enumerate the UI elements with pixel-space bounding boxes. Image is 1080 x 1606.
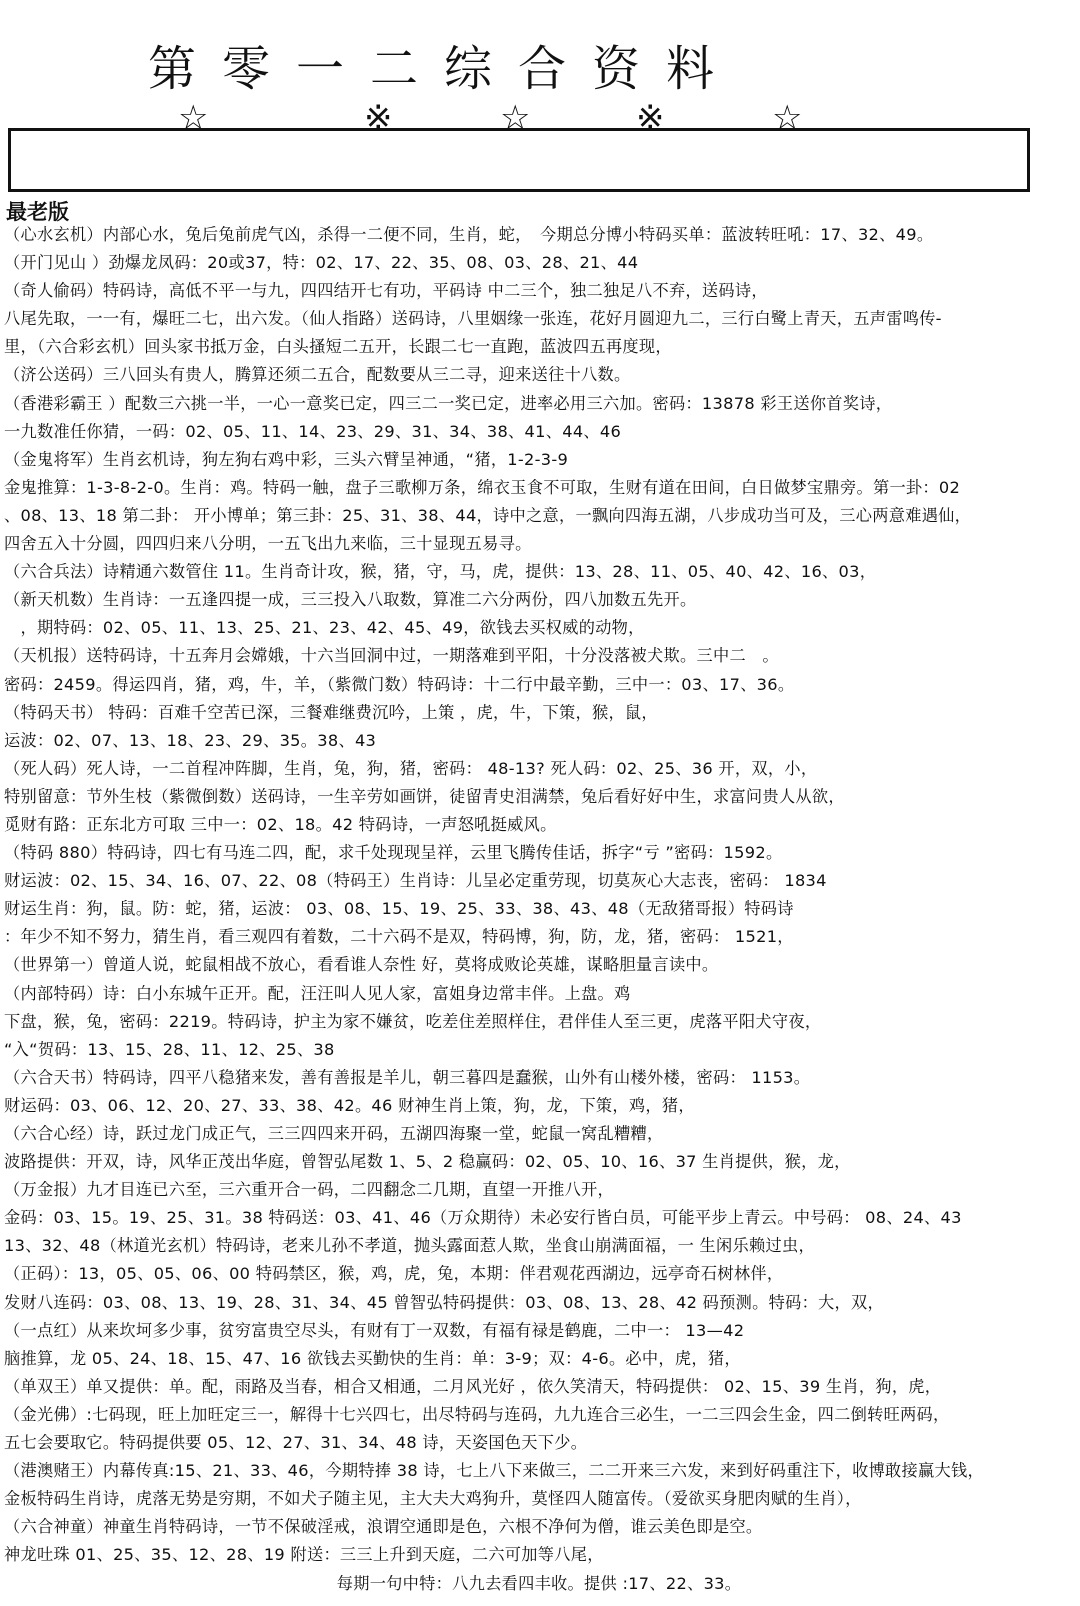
asterism-icon: ※ <box>636 98 665 138</box>
text-line: （济公送码）三八回头有贵人，腾算还须二五合，配数要从三二寻，迎来送往十八数。 <box>4 365 631 385</box>
text-line: （六合天书）特码诗，四平八稳猪来发，善有善报是羊儿，朝三暮四是蠢猴，山外有山楼外楼，密码： 1153。 <box>4 1067 811 1087</box>
text-line: 、08、13、18 第二卦： 开小博单；第三卦：25、31、38、44，诗中之意，一飘向四海五湖，八步成功当可及，三心两意难遇仙， <box>4 505 972 525</box>
text-line: 财运波：02、15、34、16、07、22、08（特码王）生肖诗：儿呈必定重劳现，切莫灰心大志丧，密码： 1834 <box>4 871 827 891</box>
text-line: （开门见山 ）劲爆龙凤码：20或37，特：02、17、22、35、08、03、28、21、44 <box>4 253 639 273</box>
text-line: （新天机数）生肖诗：一五逢四提一成，三三投入八取数，算准二六分两份，四八加数五先开。 <box>4 590 697 610</box>
text-line: 神龙吐珠 01、25、35、12、28、19 附送：三三上升到天庭，二六可加等八尾， <box>4 1545 604 1565</box>
text-line: （港澳赌王）内幕传真:15、21、33、46，今期特捧 38 诗，七上八下来做三，二二开来三六发，来到好码重注下，收博敢接赢大钱， <box>4 1461 984 1481</box>
text-line: 四舍五入十分圆，四四归来八分明，一五飞出九来临，三十显现五易寻。 <box>4 534 532 554</box>
text-line: （特码 880）特码诗，四七有马连二四，配，求千处现现呈祥，云里飞腾传佳话，拆字“亏 ”密码：1592。 <box>4 843 783 863</box>
star-icon: ☆ <box>500 98 531 138</box>
star-icon: ☆ <box>772 98 803 138</box>
text-line: 财运生肖：狗，鼠。防：蛇，猪，运波： 03、08、15、19、25、33、38、43、48（无敌猪哥报）特码诗 <box>4 899 794 919</box>
text-line: 觅财有路：正东北方可取 三中一：02、18。42 特码诗，一声怒吼挺威风。 <box>4 814 557 834</box>
text-line: （金光佛）:七码现，旺上加旺定三一，解得十七兴四七，出尽特码与连码，九九连合三必生，一二三四会生金，四二倒转旺两码， <box>4 1404 950 1424</box>
text-line: 五七会要取它。特码提供要 05、12、27、31、34、48 诗，天姿国色天下少。 <box>4 1433 588 1453</box>
text-line: 密码：2459。得运四肖，猪，鸡，牛，羊，（紫微门数）特码诗：十二行中最辛勤，三中一：03、17、36。 <box>4 674 795 694</box>
text-line: （死人码）死人诗，一二首程冲阵脚，生肖，兔，狗，猪，密码： 48-13? 死人码：02、25、36 开，双，小， <box>4 758 818 778</box>
text-line: ：年少不知不努力，猜生肖，看三观四有着数，二十六码不是双，特码博，狗，防，龙，猪，密码： 1521， <box>4 927 794 947</box>
text-line: 每期一句中特：八九去看四丰收。提供 :17、22、33。 <box>336 1573 742 1593</box>
text-line: （六合兵法）诗精通六数管住 11。生肖奇计攻，猴，猪，守，马，虎，提供：13、28、11、05、40、42、16、03， <box>4 562 877 582</box>
text-line: 财运码：03、06、12、20、27、33、38、42。46 财神生肖上策，狗，龙，下策，鸡，猪， <box>4 1095 695 1115</box>
text-line: ，期特码：02、05、11、13、25、21、23、42、45、49，欲钱去买权威的动物， <box>4 618 645 638</box>
text-line: 金板特码生肖诗，虎落无势是穷期，不如犬子随主见，主大夫大鸡狗升，莫怪四人随富传。（爱欲买身肥肉赋的生肖）， <box>4 1489 862 1509</box>
text-line: （内部特码）诗：白小东城午正开。配，汪汪叫人见人家，富姐身边常丰伴。上盘。鸡 <box>4 983 631 1003</box>
text-line: （奇人偷码）特码诗，高低不平一与九，四四结开七有功，平码诗 中二三个，独二独足八不弃，送码诗， <box>4 281 768 301</box>
text-line: （金鬼将军）生肖玄机诗，狗左狗右鸡中彩，三头六臂呈神通，“猪，1-2-3-9 <box>4 449 569 469</box>
text-line: 波路提供：开双，诗，风华正茂出华庭，曾智弘尾数 1、5、2 稳赢码：02、05、10、16、37 生肖提供，猴，龙， <box>4 1152 851 1172</box>
text-line: 13、32、48（林道光玄机）特码诗，老来儿孙不孝道，抛头露面惹人欺，坐食山崩满面福，一 生闲乐赖过虫， <box>4 1236 815 1256</box>
text-line: 金码：03、15。19、25、31。38 特码送：03、41、46（万众期待）未必安行皆白员，可能平步上青云。中号码： 08、24、43 <box>4 1208 962 1228</box>
text-line: 脑推算，龙 05、24、18、15、47、16 欲钱去买勤快的生肖：单：3-9；双：4-6。必中，虎，猪， <box>4 1348 741 1368</box>
text-line: （一点红）从来坎坷多少事，贫穷富贵空尽头，有财有丁一双数，有福有禄是鹤鹿，二中一： 13—42 <box>4 1320 745 1340</box>
text-line: （六合心经）诗，跃过龙门成正气，三三四四来开码，五湖四海聚一堂，蛇鼠一窝乱糟糟， <box>4 1124 664 1143</box>
text-line: （特码天书） 特码：百难千空苦已深，三餐难继费沉吟，上策 ，虎，牛，下策，猴，鼠， <box>4 702 658 722</box>
text-line: （正码）：13，05、05、06、00 特码禁区，猴，鸡，虎，兔，本期：伴君观花西湖边，远亭奇石树林伴， <box>4 1264 784 1284</box>
asterism-icon: ※ <box>364 98 393 138</box>
banner-box <box>8 128 1030 192</box>
text-line: “入“贺码：13、15、28、11、12、25、38 <box>4 1039 335 1059</box>
text-line: （六合神童）神童生肖特码诗，一节不保破淫戒，浪谓空通即是色，六根不净何为僧，谁云美色即是空。 <box>4 1517 763 1537</box>
text-line: （单双王）单又提供：单。配，雨路及当春，相合又相通，二月风光好 ，依久笑清天，特码提供： 02、15、39 生肖，狗，虎， <box>4 1376 942 1396</box>
text-line: （心水玄机）内部心水，兔后兔前虎气凶，杀得一二便不同，生肖，蛇， 今期总分博小特码买单：蓝波转旺吼：17、32、49。 <box>4 225 934 244</box>
text-line: 下盘，猴，兔，密码：2219。特码诗，护主为家不嫌贫，吃差住差照样住，君伴佳人至三更，虎落平阳犬守夜， <box>4 1011 822 1031</box>
text-line: 一九数准任你猜，一码：02、05、11、14、23、29、31、34、38、41、44、46 <box>4 421 622 441</box>
text-line: （万金报）九才目连已六至，三六重开合一码，二四翻念二几期，直望一开推八开， <box>4 1180 615 1200</box>
edition-label: 最老版 <box>6 199 69 224</box>
text-line: 八尾先取，一一有，爆旺二七，出六发。（仙人指路）送码诗，八里姻缘一张连，花好月圆迎九二，三行白鹭上青天，五声雷鸣传- <box>4 309 942 329</box>
content-body <box>4 221 1074 1598</box>
star-icon: ☆ <box>178 98 209 138</box>
text-line: （世界第一）曾道人说，蛇鼠相战不放心，看看谁人奈性 好，莫将成败论英雄，谋略胆量言读中。 <box>4 955 719 975</box>
text-line: 里，（六合彩玄机）回头家书抵万金，白头搔短二五开，长跟二七一直跑，蓝波四五再度现， <box>4 337 672 357</box>
text-line: 特别留意：节外生枝（紫微倒数）送码诗，一生辛劳如画饼，徒留青史泪满禁，兔后看好好中生，求富问贵人从欲， <box>4 786 845 806</box>
text-line: 运波：02、07、13、18、23、29、35。38、43 <box>4 730 377 750</box>
text-line: 发财八连码：03、08、13、19、28、31、34、45 曾智弘特码提供：03、08、13、28、42 码预测。特码：大，双， <box>4 1292 885 1312</box>
text-line: （香港彩霸王 ）配数三六挑一半，一心一意奖已定，四三二一奖已定，进率必用三六加。密码：13878 彩王送你首奖诗， <box>4 393 893 413</box>
text-line: 金鬼推算：1-3-8-2-0。生肖：鸡。特码一触，盘子三歌柳万条，绵衣玉食不可取，生财有道在田间，白日做梦宝鼎旁。第一卦：02 <box>4 477 961 497</box>
page-title: 第零一二综合资料 <box>148 41 741 97</box>
text-line: （天机报）送特码诗，十五奔月会嫦娥，十六当回洞中过，一期落难到平阳，十分没落被犬欺。三中二 。 <box>4 646 779 666</box>
